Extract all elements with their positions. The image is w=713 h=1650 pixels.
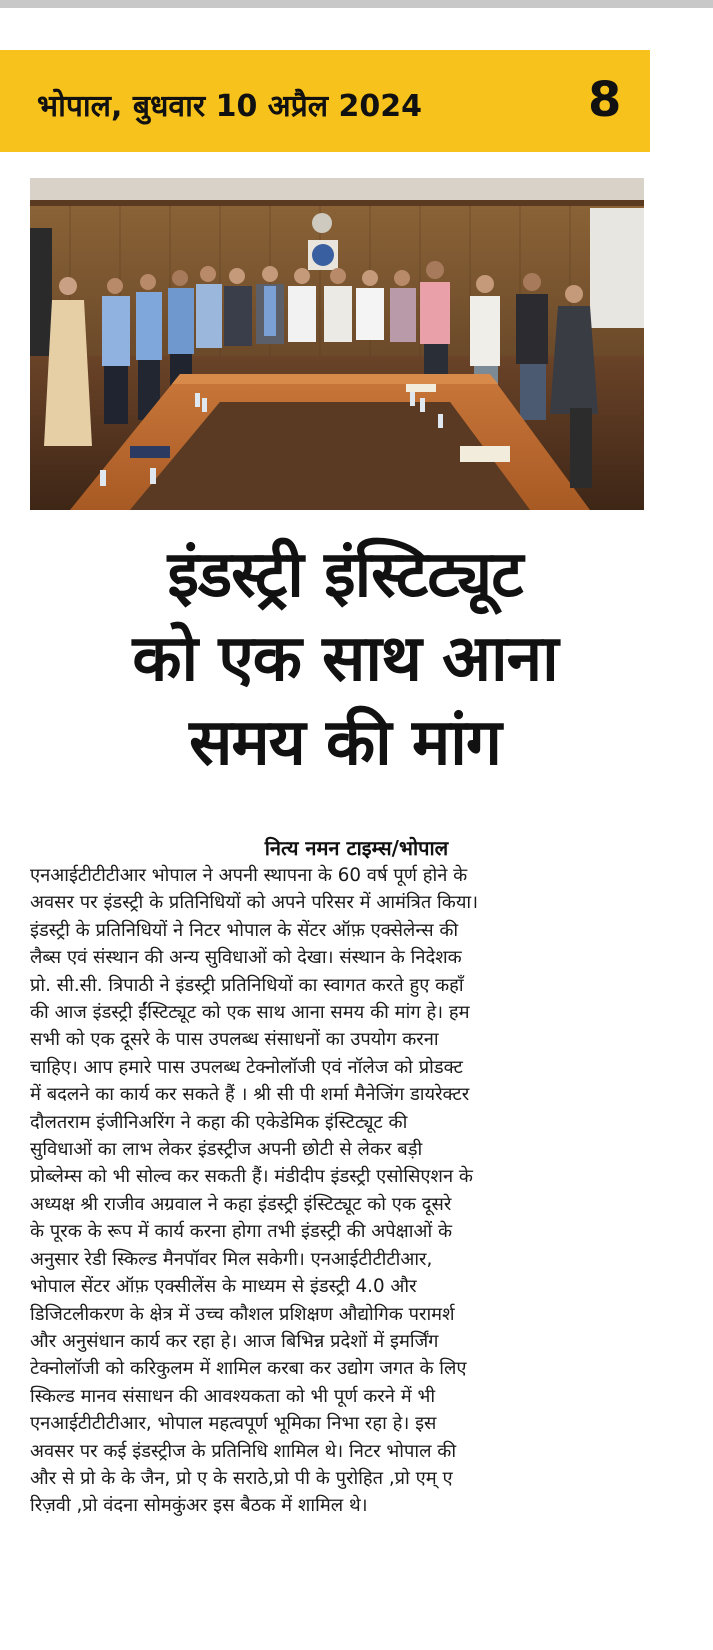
body-line: रिज़वी ,प्रो वंदना सोमकुंअर इस बैठक में शामिल थे। xyxy=(30,1495,368,1517)
body-line: और अनुसंधान कार्य कर रहा हे। आज बिभिन्न प्रदेशों में इमर्जिंग xyxy=(30,1330,439,1352)
group-photo xyxy=(30,178,644,510)
group-photo-image xyxy=(30,178,644,510)
body-line: अवसर पर इंडस्ट्री के प्रतिनिधियों को अपने परिसर में आमंत्रित किया। xyxy=(30,892,479,914)
headline-line: समय की मांग xyxy=(189,706,501,780)
body-line: में बदलने का कार्य कर सकते हैं । श्री सी पी शर्मा मैनेजिंग डायरेक्टर xyxy=(30,1084,470,1106)
body-line: सुविधाओं का लाभ लेकर इंडस्ट्रीज अपनी छोटी से लेकर बड़ी xyxy=(30,1139,423,1161)
body-line: सभी को एक दूसरे के पास उपलब्ध संसाधनों का उपयोग करना xyxy=(30,1029,439,1051)
headline-line: को एक साथ आना xyxy=(132,622,558,696)
body-line: डिजिटलीकरण के क्षेत्र में उच्च कौशल प्रशिक्षण औद्योगिक परामर्श xyxy=(30,1303,455,1325)
body-line: की आज इंडस्ट्री ईंस्टिट्यूट को एक साथ आना समय की मांग हे। हम xyxy=(30,1002,470,1024)
body-line: प्रो. सी.सी. त्रिपाठी ने इंडस्ट्री प्रतिनिधियों का स्वागत करते हुए कहाँ xyxy=(30,974,464,996)
body-line: के पूरक के रूप में कार्य करना होगा तभी इंडस्ट्री की अपेक्षाओं के xyxy=(30,1221,452,1243)
headline-line: इंडस्ट्री इंस्टिट्यूट xyxy=(167,538,523,612)
body-line: प्रोब्लेम्स को भी सोल्व कर सकती हैं। मंडीदीप इंडस्ट्री एसोसिएशन के xyxy=(30,1166,473,1188)
header-date-line: भोपाल, बुधवार 10 अप्रैल 2024 xyxy=(37,89,423,124)
body-line: अध्यक्ष श्री राजीव अग्रवाल ने कहा इंडस्ट्री इंस्टिट्यूट को एक दूसरे xyxy=(30,1193,452,1215)
body-line: अनुसार रेडी स्किल्ड मैनपॉवर मिल सकेगी। एनआईटीटीटीआर, xyxy=(30,1248,433,1270)
page-top-rule xyxy=(0,0,713,8)
article-byline: नित्य नमन टाइम्स/भोपाल xyxy=(264,836,449,860)
body-line: और से प्रो के के जैन, प्रो ए के सराठे,प्रो पी के पुरोहित ,प्रो एम् ए xyxy=(30,1467,453,1489)
article-body xyxy=(30,862,650,1520)
body-line: लैब्स एवं संस्थान की अन्य सुविधाओं को देखा। संस्थान के निदेशक xyxy=(30,947,462,969)
body-line: दौलतराम इंजीनिअरिंग ने कहा की एकेडेमिक इंस्टिट्यूट की xyxy=(30,1111,408,1133)
body-line: स्किल्ड मानव संसाधन की आवश्यकता को भी पूर्ण करने में भी xyxy=(30,1385,436,1407)
page-number: 8 xyxy=(588,72,622,128)
body-line: भोपाल सेंटर ऑफ़ एक्सीलेंस के माध्यम से इंडस्ट्री 4.0 और xyxy=(30,1276,417,1298)
body-line: इंडस्ट्री के प्रतिनिधियों ने निटर भोपाल के सेंटर ऑफ़ एक्सेलेन्स की xyxy=(30,919,459,941)
article-headline xyxy=(0,533,690,785)
body-line: टेक्नोलॉजी को करिकुलम में शामिल करबा कर उद्योग जगत के लिए xyxy=(30,1358,467,1380)
body-line: एनआईटीटीटीआर, भोपाल महत्वपूर्ण भूमिका निभा रहा हे। इस xyxy=(30,1413,437,1435)
body-line: एनआईटीटीटीआर भोपाल ने अपनी स्थापना के 60 वर्ष पूर्ण होने के xyxy=(30,865,468,886)
body-line: चाहिए। आप हमारे पास उपलब्ध टेक्नोलॉजी एवं नॉलेज को प्रोडक्ट xyxy=(30,1056,463,1078)
body-line: अवसर पर कई इंडस्ट्रीज के प्रतिनिधि शामिल थे। निटर भोपाल की xyxy=(30,1440,457,1462)
